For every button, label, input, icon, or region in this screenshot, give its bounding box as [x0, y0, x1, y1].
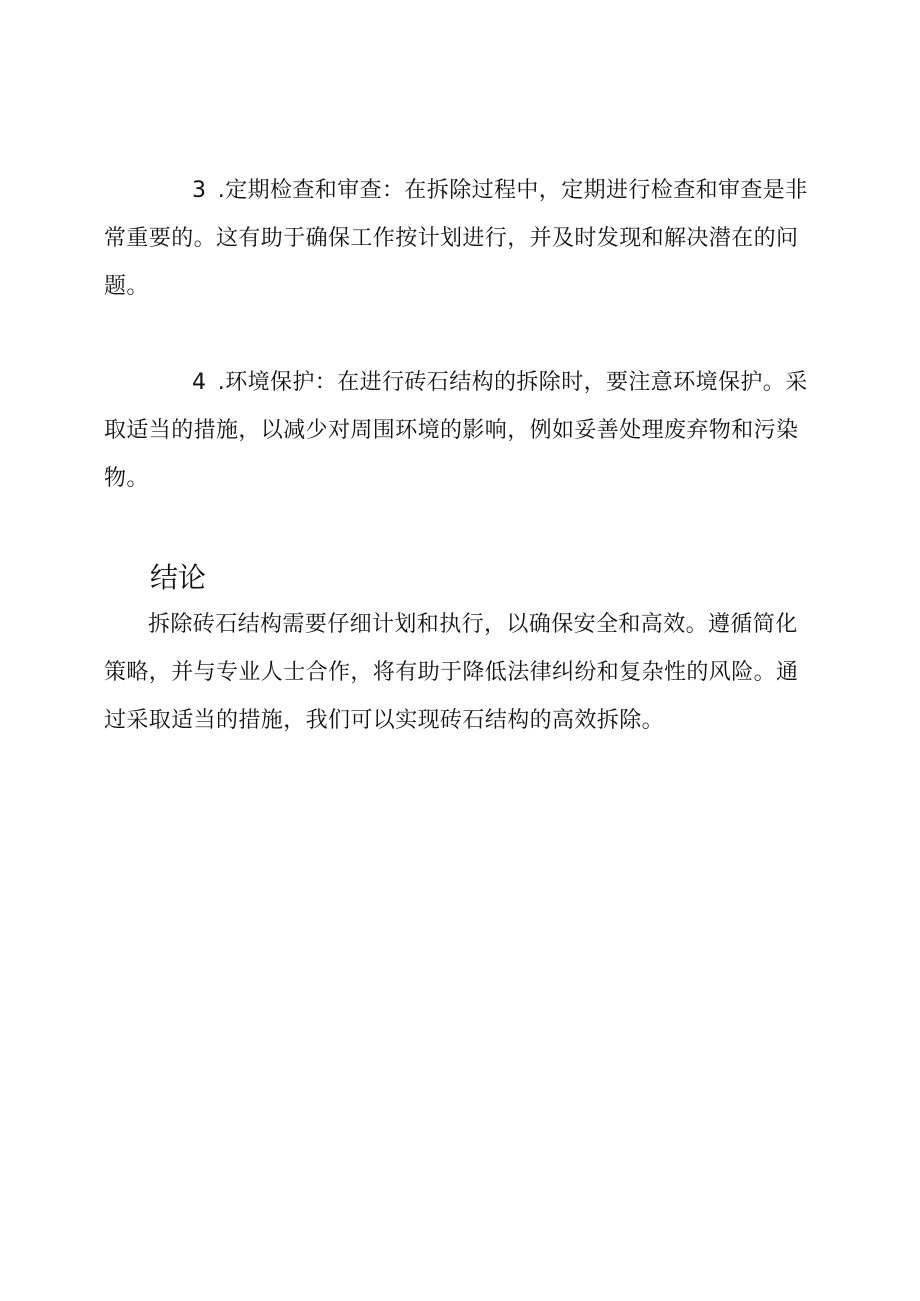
list-item-3 — [104, 167, 816, 311]
list-item-4 — [104, 359, 816, 503]
conclusion-heading: 结论 — [150, 561, 207, 594]
conclusion-paragraph: 拆除砖石结构需要仔细计划和执行，以确保安全和高效。遵循简化策略，并与专业人士合作，将有助于降低法律纠纷和复杂性的风险。通过采取适当的措施，我们可以实现砖石结构的高效拆除。 — [104, 612, 799, 733]
list-item-text: 环境保护：在进行砖石结构的拆除时，要注意环境保护。采取适当的措施，以减少对周围环境的影响，例如妥善处理废弃物和污染物。 — [104, 370, 808, 491]
list-item-text: 定期检查和审查：在拆除过程中，定期进行检查和审查是非常重要的。这有助于确保工作按计划进行，并及时发现和解决潜在的问题。 — [104, 178, 808, 299]
list-item-number: 4 — [192, 370, 207, 395]
list-item-separator: . — [210, 178, 226, 203]
list-item-separator: . — [210, 370, 226, 395]
list-item-number: 3 — [192, 178, 207, 203]
